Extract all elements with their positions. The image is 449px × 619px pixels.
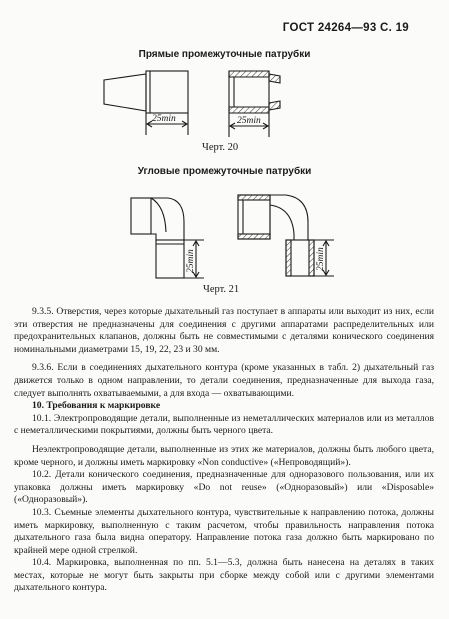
paragraph-9-3-6: 9.3.6. Если в соединениях дыхательного контура (кроме указанных в табл. 2) дыхательный газ движется только в одном направлении, то детали соединения, предназначенные для выхода газа, следует выполнять охватываемыми, а для входа — охватывающими.	[14, 362, 434, 399]
paragraph-10-3: 10.3. Съемные элементы дыхательного контура, чувствительные к направлению потока, должны иметь маркировку, выполненную с таким расчетом, чтобы правильность направления потока дыхательного газа была видна оператору. Направление потока газа должно быть маркировано по крайней мере одной стрелкой.	[14, 506, 434, 556]
straight-connector-section-drawing	[229, 71, 280, 137]
figure-20-caption: Черт. 20	[202, 142, 239, 153]
figure-21-title: Угловые промежуточные патрубки	[137, 166, 312, 177]
page-header: ГОСТ 24264—93 С. 19	[282, 22, 409, 34]
figure-21-caption: Черт. 21	[203, 284, 240, 295]
paragraph-10-1: 10.1. Электропроводящие детали, выполненные из неметаллических материалов или из металлов с неметаллическими покрытиями, должны быть черного цвета.	[14, 412, 434, 437]
paragraph-9-3-5: 9.3.5. Отверстия, через которые дыхательный газ поступает в аппараты или выходит из них, если эти отверстия не предназначены для соединения с другими аппаратами распределительных или предохранительных клапанов, должны быть не совместимыми с деталями конического соединения номинальными диаметрами 15, 19, 22, 23 и 30 мм.	[14, 306, 434, 355]
section-10-title: 10. Требования к маркировке	[32, 400, 161, 412]
dim-label-fig20-left: 25min	[152, 114, 176, 124]
straight-connector-exterior-drawing	[104, 71, 188, 135]
dim-label-fig21-left: 25min	[186, 249, 196, 273]
figure-20-title: Прямые промежуточные патрубки	[138, 49, 311, 60]
dim-label-fig21-right: 25min	[316, 247, 326, 271]
body-text	[14, 306, 434, 595]
paragraph-10-4: 10.4. Маркировка, выполненная по пп. 5.1—5.3, должна быть нанесена на деталях в таких местах, которые не могут быть закрыты при сборке между собой или с другими элементами дыхательного контура.	[14, 557, 434, 594]
dim-label-fig20-right: 25min	[237, 116, 261, 126]
paragraph-10-1-b: Неэлектропроводящие детали, выполненные из этих же материалов, должны быть любого цвета, кроме черного, и должны иметь маркировку «Non conductive» («Непроводящий»).	[14, 443, 434, 468]
paragraph-10-2: 10.2. Детали конического соединения, предназначенные для одноразового пользования, или их упаковка должны иметь маркировку «Do not reuse» («Одноразовый») или «Disposable» («Одноразовый»).	[14, 469, 434, 506]
